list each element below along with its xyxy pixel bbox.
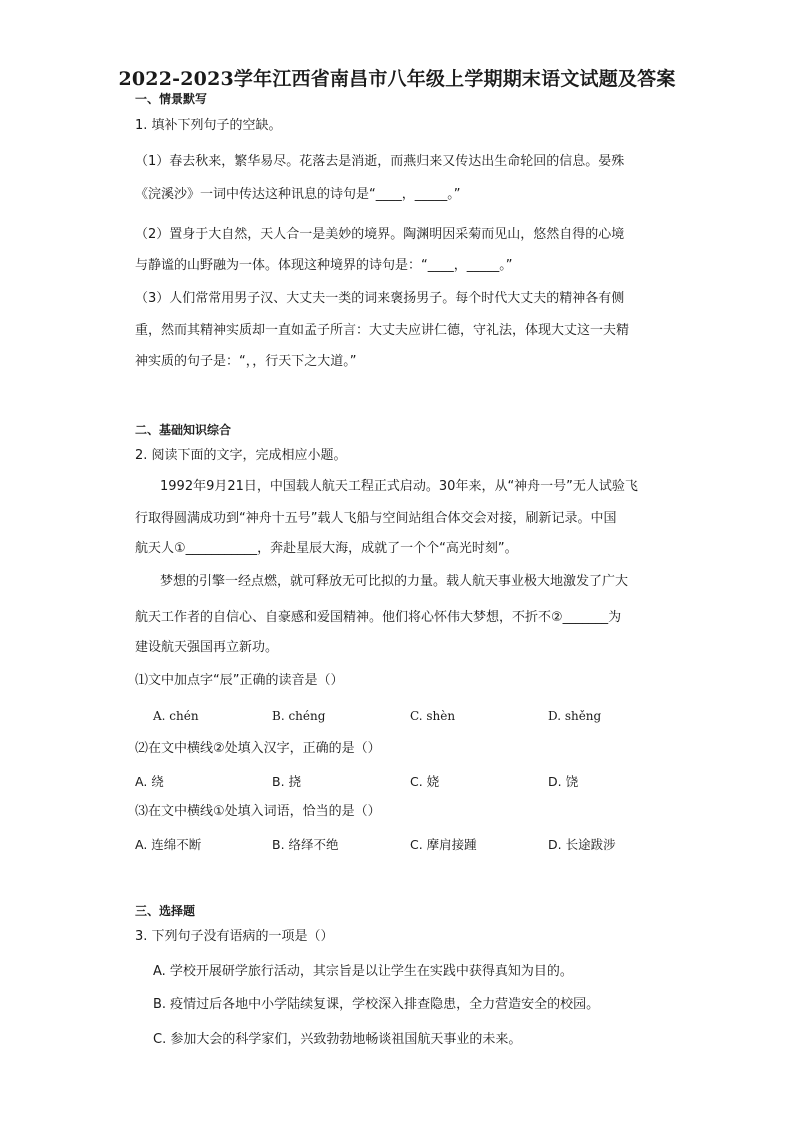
q1-line-7: 神实质的句子是：“，，行天下之大道。”	[135, 354, 357, 369]
passage-line-4: 梦想的引擎一经点燃，就可释放无可比拟的力量。载人航天事业极大地激发了广大	[160, 574, 629, 589]
q3-option-a[interactable]: A. 学校开展研学旅行活动，其宗旨是以让学生在实践中获得真知为目的。	[153, 964, 573, 979]
subquestion-3-options	[135, 835, 695, 853]
subquestion-1-options	[135, 709, 695, 727]
passage-line-5: 航天工作者的自信心、自豪感和爱国精神。他们将心怀伟大梦想，不折不②_______为	[135, 610, 622, 625]
option-b[interactable]: B. 挠	[272, 774, 302, 789]
option-a[interactable]: A. 连绵不断	[135, 837, 202, 852]
section-heading-1: 一、情景默写	[135, 92, 208, 106]
q1-line-6: 重，然而其精神实质却一直如孟子所言：大丈夫应讲仁德，守礼法，体现大丈这一夫精	[135, 323, 630, 338]
subquestion-2-stem: ⑵在文中横线②处填入汉字，正确的是（）	[135, 741, 381, 756]
q3-option-b[interactable]: B. 疫情过后各地中小学陆续复课，学校深入排查隐患，全力营造安全的校园。	[153, 997, 600, 1012]
question-3-stem: 3. 下列句子没有语病的一项是（）	[135, 929, 334, 944]
q3-option-c[interactable]: C. 参加大会的科学家们，兴致勃勃地畅谈祖国航天事业的未来。	[153, 1032, 522, 1047]
passage-line-1: 1992年9月21日，中国载人航天工程正式启动。30年来，从“神舟一号”无人试验飞	[160, 479, 638, 494]
subquestion-3-stem: ⑶在文中横线①处填入词语，恰当的是（）	[135, 804, 381, 819]
option-a[interactable]: A. 绕	[135, 774, 164, 789]
option-b[interactable]: B. 络绎不绝	[272, 837, 339, 852]
option-d[interactable]: D. 饶	[548, 774, 579, 789]
subquestion-2-options	[135, 772, 695, 790]
option-c[interactable]: C. 娆	[410, 774, 440, 789]
passage-line-6: 建设航天强国再立新功。	[135, 640, 279, 655]
q1-line-3: （2）置身于大自然，天人合一是美妙的境界。陶渊明因采菊而见山，悠然自得的心境	[135, 227, 625, 242]
option-d[interactable]: D. shěng	[548, 709, 602, 723]
question-2-stem: 2. 阅读下面的文字，完成相应小题。	[135, 448, 347, 463]
q1-line-2: 《浣溪沙》一词中传达这种讯息的诗句是“____，_____。”	[135, 187, 461, 202]
option-d[interactable]: D. 长途跋涉	[548, 837, 616, 852]
q1-line-1: （1）春去秋来，繁华易尽。花落去是消逝，而燕归来又传达出生命轮回的信息。晏殊	[135, 154, 625, 169]
option-c[interactable]: C. 摩肩接踵	[410, 837, 477, 852]
section-heading-3: 三、选择题	[135, 904, 196, 918]
option-a[interactable]: A. chén	[153, 709, 199, 723]
option-b[interactable]: B. chéng	[272, 709, 326, 723]
page-title: 2022-2023学年江西省南昌市八年级上学期期末语文试题及答案	[118, 68, 676, 90]
q1-line-5: （3）人们常常用男子汉、大丈夫一类的词来褒扬男子。每个时代大丈夫的精神各有侧	[135, 291, 625, 306]
passage-line-2: 行取得圆满成功到“神舟十五号”载人飞船与空间站组合体交会对接，刷新记录。中国	[135, 511, 617, 526]
section-heading-2: 二、基础知识综合	[135, 423, 232, 437]
option-c[interactable]: C. shèn	[410, 709, 456, 723]
subquestion-1-stem: ⑴文中加点字“辰”正确的读音是（）	[135, 673, 344, 688]
question-1-stem: 1. 填补下列句子的空缺。	[135, 118, 282, 133]
passage-line-3: 航天人①___________，奔赴星辰大海，成就了一个个“高光时刻”。	[135, 541, 518, 556]
q1-line-4: 与静谧的山野融为一体。体现这种境界的诗句是：“____，_____。”	[135, 258, 513, 273]
